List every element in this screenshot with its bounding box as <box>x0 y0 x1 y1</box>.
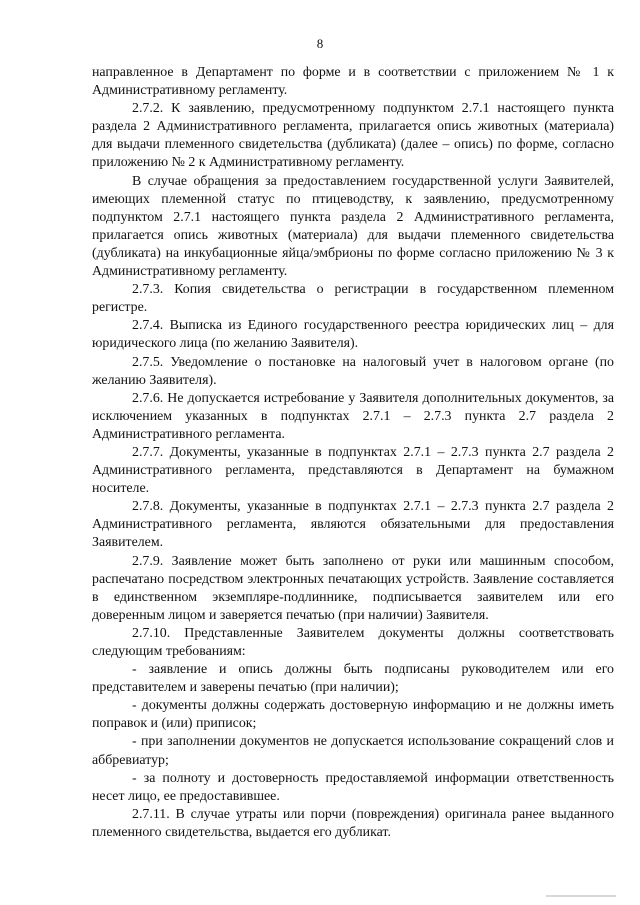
paragraph-2-7-5: 2.7.5. Уведомление о постановке на налоговый учет в налоговом органе (по желанию Заявителя). <box>92 354 614 388</box>
paragraph-2-7-8: 2.7.8. Документы, указанные в подпунктах 2.7.1 – 2.7.3 пункта 2.7 раздела 2 Административного регламента, являются обязательными для предоставления Заявителем. <box>92 499 614 551</box>
document-body <box>92 64 614 842</box>
list-item-responsibility: - за полноту и достоверность предоставляемой информации ответственность несет лицо, ее предоставившее. <box>92 770 614 804</box>
paragraph-2-7-11: 2.7.11. В случае утраты или порчи (повреждения) оригинала ранее выданного племенного свидетельства, выдается его дубликат. <box>92 806 614 840</box>
paragraph-2-7-7: 2.7.7. Документы, указанные в подпунктах 2.7.1 – 2.7.3 пункта 2.7 раздела 2 Административного регламента, представляются в Департамент на бумажном носителе. <box>92 444 614 497</box>
page-number: 8 <box>316 36 324 51</box>
paragraph-poultry-case: В случае обращения за предоставлением государственной услуги Заявителей, имеющих племенной статус по птицеводству, к заявлению, предусмотренному подпунктом 2.7.1 настоящего пункта раздела 2 Административного регламента, прилагается опись животных (материала) для выдачи племенного свидетельства (дубликата) на инкубационные яйца/эмбрионы по форме согласно приложению № 3 к Административному регламенту. <box>92 173 614 280</box>
list-item-abbreviations: - при заполнении документов не допускается использование сокращений слов и аббревиатур; <box>92 734 614 768</box>
paragraph-2-7-6: 2.7.6. Не допускается истребование у Заявителя дополнительных документов, за исключением указанных в подпунктах 2.7.1 – 2.7.3 пункта 2.7 раздела 2 Административного регламента. <box>92 390 614 442</box>
paragraph-continuation: направленное в Департамент по форме и в соответствии с приложением № 1 к Административному регламенту. <box>92 65 614 99</box>
scan-artifact <box>546 895 616 897</box>
list-item-accuracy: - документы должны содержать достоверную информацию и не должны иметь поправок и (или) приписок; <box>92 698 614 732</box>
paragraph-2-7-3: 2.7.3. Копия свидетельства о регистрации в государственном племенном регистре. <box>92 282 614 316</box>
paragraph-2-7-9: 2.7.9. Заявление может быть заполнено от руки или машинным способом, распечатано посредством электронных печатающих устройств. Заявление составляется в единственном экземпляре-подлиннике, подписывается заявителем или его доверенным лицом и заверяется печатью (при наличии) Заявителя. <box>92 553 614 623</box>
paragraph-2-7-4: 2.7.4. Выписка из Единого государственного реестра юридических лиц – для юридического лица (по желанию Заявителя). <box>92 318 614 352</box>
list-item-signature: - заявление и опись должны быть подписаны руководителем или его представителем и заверены печатью (при наличии); <box>92 662 614 696</box>
paragraph-2-7-10: 2.7.10. Представленные Заявителем документы должны соответствовать следующим требованиям: <box>92 625 614 659</box>
paragraph-2-7-2: 2.7.2. К заявлению, предусмотренному подпунктом 2.7.1 настоящего пункта раздела 2 Административного регламента, прилагается опись животных (материала) для выдачи племенного свидетельства (дубликата) (далее – опись) по форме, согласно приложению № 2 к Административному регламенту. <box>92 101 614 171</box>
